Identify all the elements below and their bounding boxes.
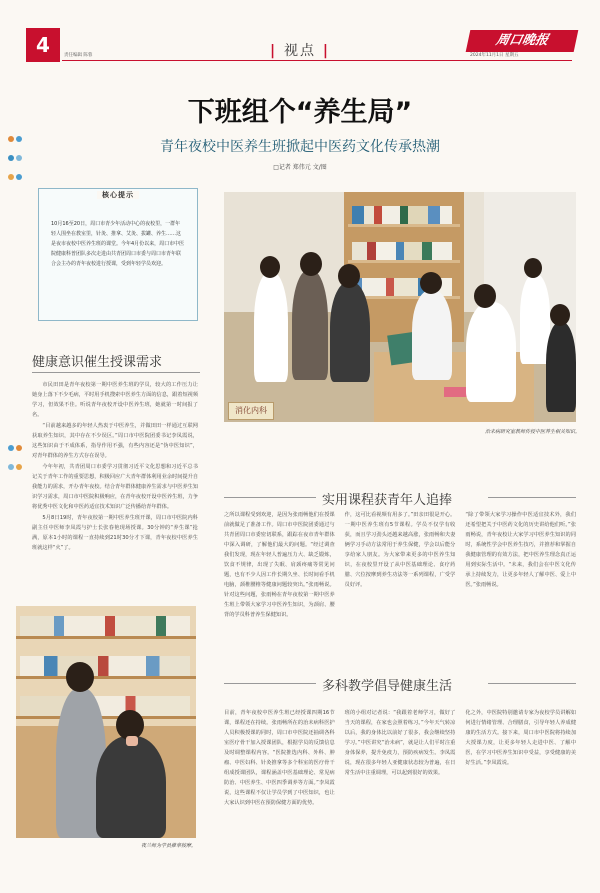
header-rule	[62, 60, 572, 61]
section-2-body	[224, 510, 576, 620]
column: 目前，青年夜校中医养生班已经授课四期16节课，课程还在持续。张雨畅所在的治未病科医护人员积极授课的同时，周口市中医院还抽调各科室医疗骨干加入授课团队，根据学员的反馈信息及时调整课程内容。“医院推选内科、外科、肿瘤、中医妇科、针灸推拿等多个科室的医疗骨干组成授课团队，课程涵盖中医基础理论、常见病防治、中医养生、中医四季调养等方面。”李凤霞说，这些课程不仅让学员学到了中医知识，也让大家认识到中医在预防保健方面的优势。	[224, 710, 335, 806]
section-1-rule	[32, 372, 200, 373]
key-points-box	[38, 188, 198, 321]
newspaper-logo: 周口晚报	[466, 30, 579, 52]
massage-photo-caption: 夜兰师为学员推拿按摩。	[140, 843, 196, 849]
page-number: 4	[26, 28, 60, 62]
section-1-title: 健康意识催生授课需求	[32, 355, 163, 370]
section-3-body	[224, 708, 576, 808]
column: 班的小组对记者说：“我跟着老师学习，做好了当天的课程，在家也会照着练习。”今年天气转凉以后，我的身体比以前好了很多，我会继续坚持学习。”中医讲究“治未病”，就是让人们平时注重身体保养，提升免疫力，预防疾病发生。李凤霞说，现在很多年轻人亚健康状态较为普遍，在日常生活中注重调理，可以起到很好的效果。	[344, 710, 456, 776]
section-name: | 视点 |	[270, 43, 330, 59]
section-label: 视点	[284, 43, 316, 59]
key-points-text: 10月16至20日，周口市青少年活动中心的夜校里，一群年轻人围坐在教室里，针灸、推拿、艾灸、拔罐、养生……这是夜市夜校中医养生班的课堂。今年4月份以来，周口市中医院健康科普团队多次走进由共青团周口市委与周口市青年联合会主办的青年夜校进行授课，受到年轻学员欢迎。	[51, 221, 185, 267]
main-photo-caption: 治未病研究室教师传授中医养生相关知识。	[484, 429, 580, 435]
section-1-body	[32, 380, 198, 553]
main-photo	[224, 192, 576, 422]
paragraph: 今年年初，共青团周口市委学习贯彻习近平文化思想和习近平总书记关于青年工作的重要思想，积极回应广大青年群体利用业余时间提升自我能力的需求，开办青年夜校。结合青年群体健康养生需求与中医养生知识学习需求，周口市中医院积极响应，在青年夜校开设中医养生班，力争将优秀中医文化和中医药适宜技术知识广泛传播给青年群体。	[32, 464, 199, 510]
massage-photo	[16, 606, 196, 838]
department-sign: 消化内科	[228, 402, 274, 420]
section-2-rule-right	[488, 497, 576, 498]
column: 之所以课程受到欢迎，是因为张雨畅他们在授课前就做足了准备工作。周口市中医院团委通过与共青团周口市委密切联系，跟踪在夜市青年群体中深入调研，了解他们最大的问题。“经过调查我们发现，现在年轻人普遍压力大、缺乏锻炼，饮食不规律，出现了失眠、肩颈疼痛等常见问题，也有不少人因工作长期久坐、长时间看手机电脑，颈椎腰椎等健康问题较突出。”张雨畅说。针对这些问题，张雨畅在青年夜校第一期中医养生班上带领大家学习中医养生知识，为颈肩、腰背的学员科普养生保健知识。	[224, 512, 335, 618]
column: 作，这可比看视频有用多了。”田亲田很是开心。一期中医养生班有5节课程。学员不仅学有收获，而且学习劲头还越来越高涨，张雨畅和夫妻俩学习手动方法常用于养生保健，学会以后能分享给家人朋友。为大家带来更多的中医养生知识，在夜校里开设了从中医基础理论、食疗药膳、穴位按摩到养生功法等一系列课程，广受学员好评。	[344, 512, 456, 588]
issue-date: 2024年11月1日 星期五	[470, 53, 519, 58]
column: 化之外，中医院特别邀请专家为夜校学员讲解如何进行情绪管理、合理膳食，引导年轻人养成健康的生活方式。接下来，周口市中医院将持续加大授课力度，让更多年轻人走进中医、了解中医，在学习中医养生知识中受益，享受健康的美好生活。”李凤霞说。	[465, 710, 577, 766]
decorative-dots-lower	[7, 436, 29, 474]
subheadline: 青年夜校中医养生班掀起中医药文化传承热潮	[160, 139, 440, 155]
headline: 下班组个“养生局”	[187, 97, 413, 128]
paragraph: 市民田田是青年夜校第一期中医养生班的学员，较大的工作压力让她身上落下不少毛病，平时用手机搜索中医养生方面的信息，跟着短视频学习，但效果不佳。听说青年夜校开设中医养生班，她就第一时间报了名。	[32, 382, 199, 418]
section-2-rule-left	[224, 497, 316, 498]
editor-credit: 责任编辑 陈蓉	[64, 53, 93, 58]
section-3-rule-right	[488, 683, 576, 684]
byline: □记者 郑伟元 文/图	[273, 164, 327, 171]
column: “除了带领大家学习操作中医适宜技术外，我们还希望把关于中医药文化的历史讲给他们听。”张雨畅说，青年夜校让大家学习中医养生知识的同时，系统性学会中医养生技巧，并推荐和掌握自我健康管理的有效方法，把中医养生理念真正运用到实际生活中。“未来，我们会在中医文化传承上持续发力，让更多年轻人了解中医、爱上中医。”张雨畅说。	[465, 512, 577, 588]
section-3-title: 多科教学倡导健康生活	[322, 679, 453, 694]
key-points-title: 核心提示	[97, 191, 139, 199]
paragraph: “目前越来越多的年轻人热衷于中医养生，并做田田一样通过互联网获取养生知识，其中存在不少误区。”周口市中医院团委书记李凤霞说，这些知识由于不成体系，指导作用不强，有些内容还是“伪中医知识”，对青年群体的养生方式存在误导。	[32, 423, 198, 459]
paragraph: 5月8日19时，青年夜校第一期中医养生班开课，周口市中医院内科副主任中医师李凤霞与护士长张春艳现场授课。30分钟的“养生课”抢满，原本1小时的课程一直持续到21时30分才下课，青年夜校中医养生班就这样“火”了。	[32, 515, 198, 551]
section-3-rule-left	[224, 683, 316, 684]
section-2-title: 实用课程获青年人追捧	[322, 493, 453, 508]
